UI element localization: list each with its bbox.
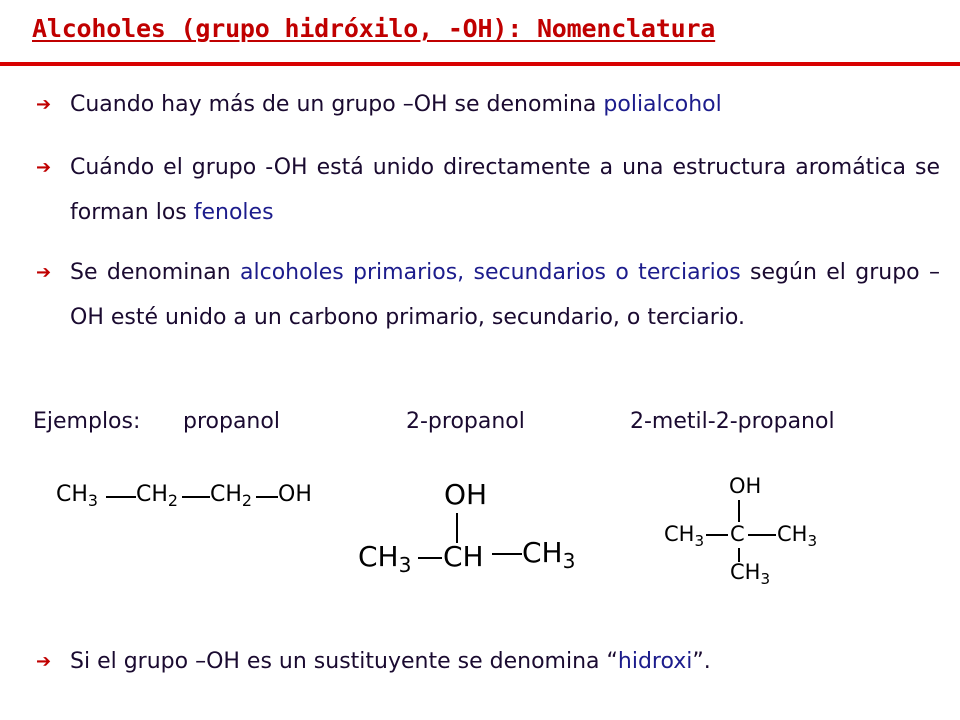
group-c: C — [730, 522, 745, 546]
title-divider — [0, 62, 960, 66]
bullet-text: Cuando hay más de un grupo –OH se denomina — [70, 92, 604, 117]
group-ch3: $CH_3$ — [730, 560, 771, 588]
example-name-propanol: propanol — [183, 409, 280, 434]
arrow-right-icon: ➔ — [36, 262, 52, 283]
bullet-hidroxi — [36, 639, 940, 684]
bond — [492, 553, 522, 555]
bullet-text: Se denominan — [70, 260, 241, 285]
bond — [456, 513, 458, 543]
bullet-alcohol-types — [36, 250, 940, 340]
bond — [256, 496, 278, 498]
keyword-polialcohol: polialcohol — [603, 92, 722, 117]
keyword-fenoles: fenoles — [193, 200, 274, 225]
group-oh: OH — [444, 478, 488, 511]
bond — [182, 496, 210, 498]
bullet-text: según el grupo –OH esté unido a un carbono primario, secundario, o terciario. — [70, 260, 940, 330]
page-title: Alcoholes (grupo hidróxilo, -OH): Nomenclatura — [32, 14, 716, 43]
group-ch3: $CH_3$ — [56, 482, 98, 511]
group-oh: OH — [278, 482, 312, 507]
keyword-hidroxi: hidroxi — [617, 649, 693, 674]
bullet-text: ”. — [692, 649, 711, 674]
bullet-text: Si el grupo –OH es un sustituyente se denomina “ — [70, 649, 618, 674]
arrow-right-icon: ➔ — [36, 94, 52, 115]
group-ch: CH — [443, 540, 484, 573]
group-ch3: $CH_3$ — [358, 540, 412, 578]
example-name-2-propanol: 2-propanol — [406, 409, 525, 434]
bullet-fenoles — [36, 145, 940, 235]
bullet-text: Cuándo el grupo -OH está unido directamente a una estructura aromática se forman los — [70, 155, 940, 225]
bond — [706, 534, 728, 536]
group-ch3: $CH_3$ — [522, 536, 576, 574]
group-ch3: $CH_3$ — [664, 522, 705, 550]
example-name-2-metil-2-propanol: 2-metil-2-propanol — [630, 409, 835, 434]
bond — [418, 557, 442, 559]
bond — [748, 534, 776, 536]
group-ch3: $CH_3$ — [777, 522, 818, 550]
examples-label: Ejemplos: — [33, 409, 141, 434]
arrow-right-icon: ➔ — [36, 157, 52, 178]
bond — [106, 496, 136, 498]
keyword-alcohol-types: alcoholes primarios, secundarios o terciarios — [240, 260, 741, 285]
group-ch2: $CH_2$ — [210, 482, 252, 511]
group-ch2: $CH_2$ — [136, 482, 178, 511]
bullet-polialcohol — [36, 82, 940, 127]
bond — [738, 500, 740, 522]
group-oh: OH — [729, 474, 762, 498]
arrow-right-icon: ➔ — [36, 651, 52, 672]
